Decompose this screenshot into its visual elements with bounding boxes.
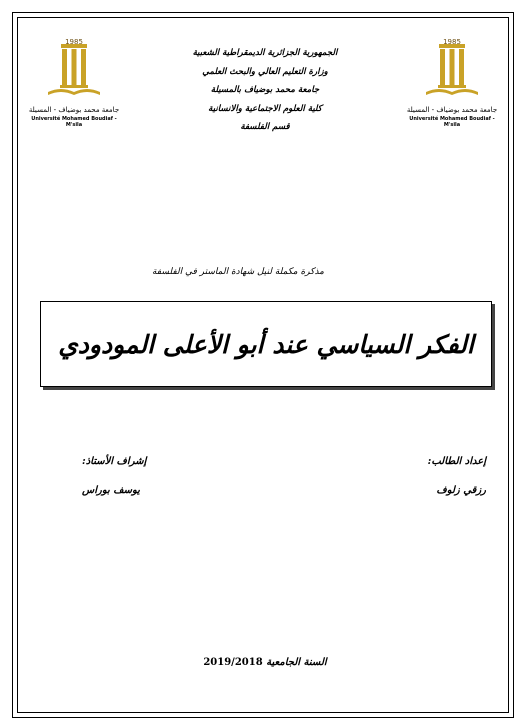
memoire-subtitle: مذكرة مكملة لنيل شهادة الماستر في الفلسفة (151, 267, 324, 277)
university-logo-left (26, 34, 122, 128)
institution-header (160, 44, 370, 137)
logo-arabic-name: جامعة محمد بوضياف - المسيلة (406, 106, 498, 114)
logo-year: 1985 (443, 38, 461, 46)
student-name: رزقي زلوف (436, 485, 486, 496)
header-line-faculty: كلية العلوم الاجتماعية والانسانية (208, 103, 322, 114)
header-line-department: قسم الفلسفة (240, 122, 290, 132)
header-line-ministry: وزارة التعليم العالي والبحث العلمي (202, 66, 328, 77)
logo-french-name: Université Mohamed Boudiaf - M'sila (31, 116, 117, 128)
header-line-republic: الجمهورية الجزائرية الديمقراطية الشعبية (192, 48, 338, 58)
thesis-title: الفكر السياسي عند أبو الأعلى المودودي (58, 329, 474, 359)
logo-arabic-name: جامعة محمد بوضياف - المسيلة (28, 106, 120, 114)
university-logo-right (404, 34, 500, 128)
supervisor-name: يوسف بوراس (82, 485, 140, 496)
logo-french-name: Université Mohamed Boudiaf - M'sila (409, 116, 495, 128)
academic-year-value: 2019/2018 (203, 657, 263, 668)
student-label: إعداد الطالب: (427, 456, 486, 467)
academic-year (0, 657, 530, 668)
thesis-title-box (40, 301, 492, 387)
supervisor-label: إشراف الأستاذ: (82, 456, 147, 467)
header-line-university: جامعة محمد بوضياف بالمسيلة (210, 85, 320, 95)
logo-year: 1985 (65, 38, 83, 46)
academic-year-label: السنة الجامعية (266, 657, 327, 668)
